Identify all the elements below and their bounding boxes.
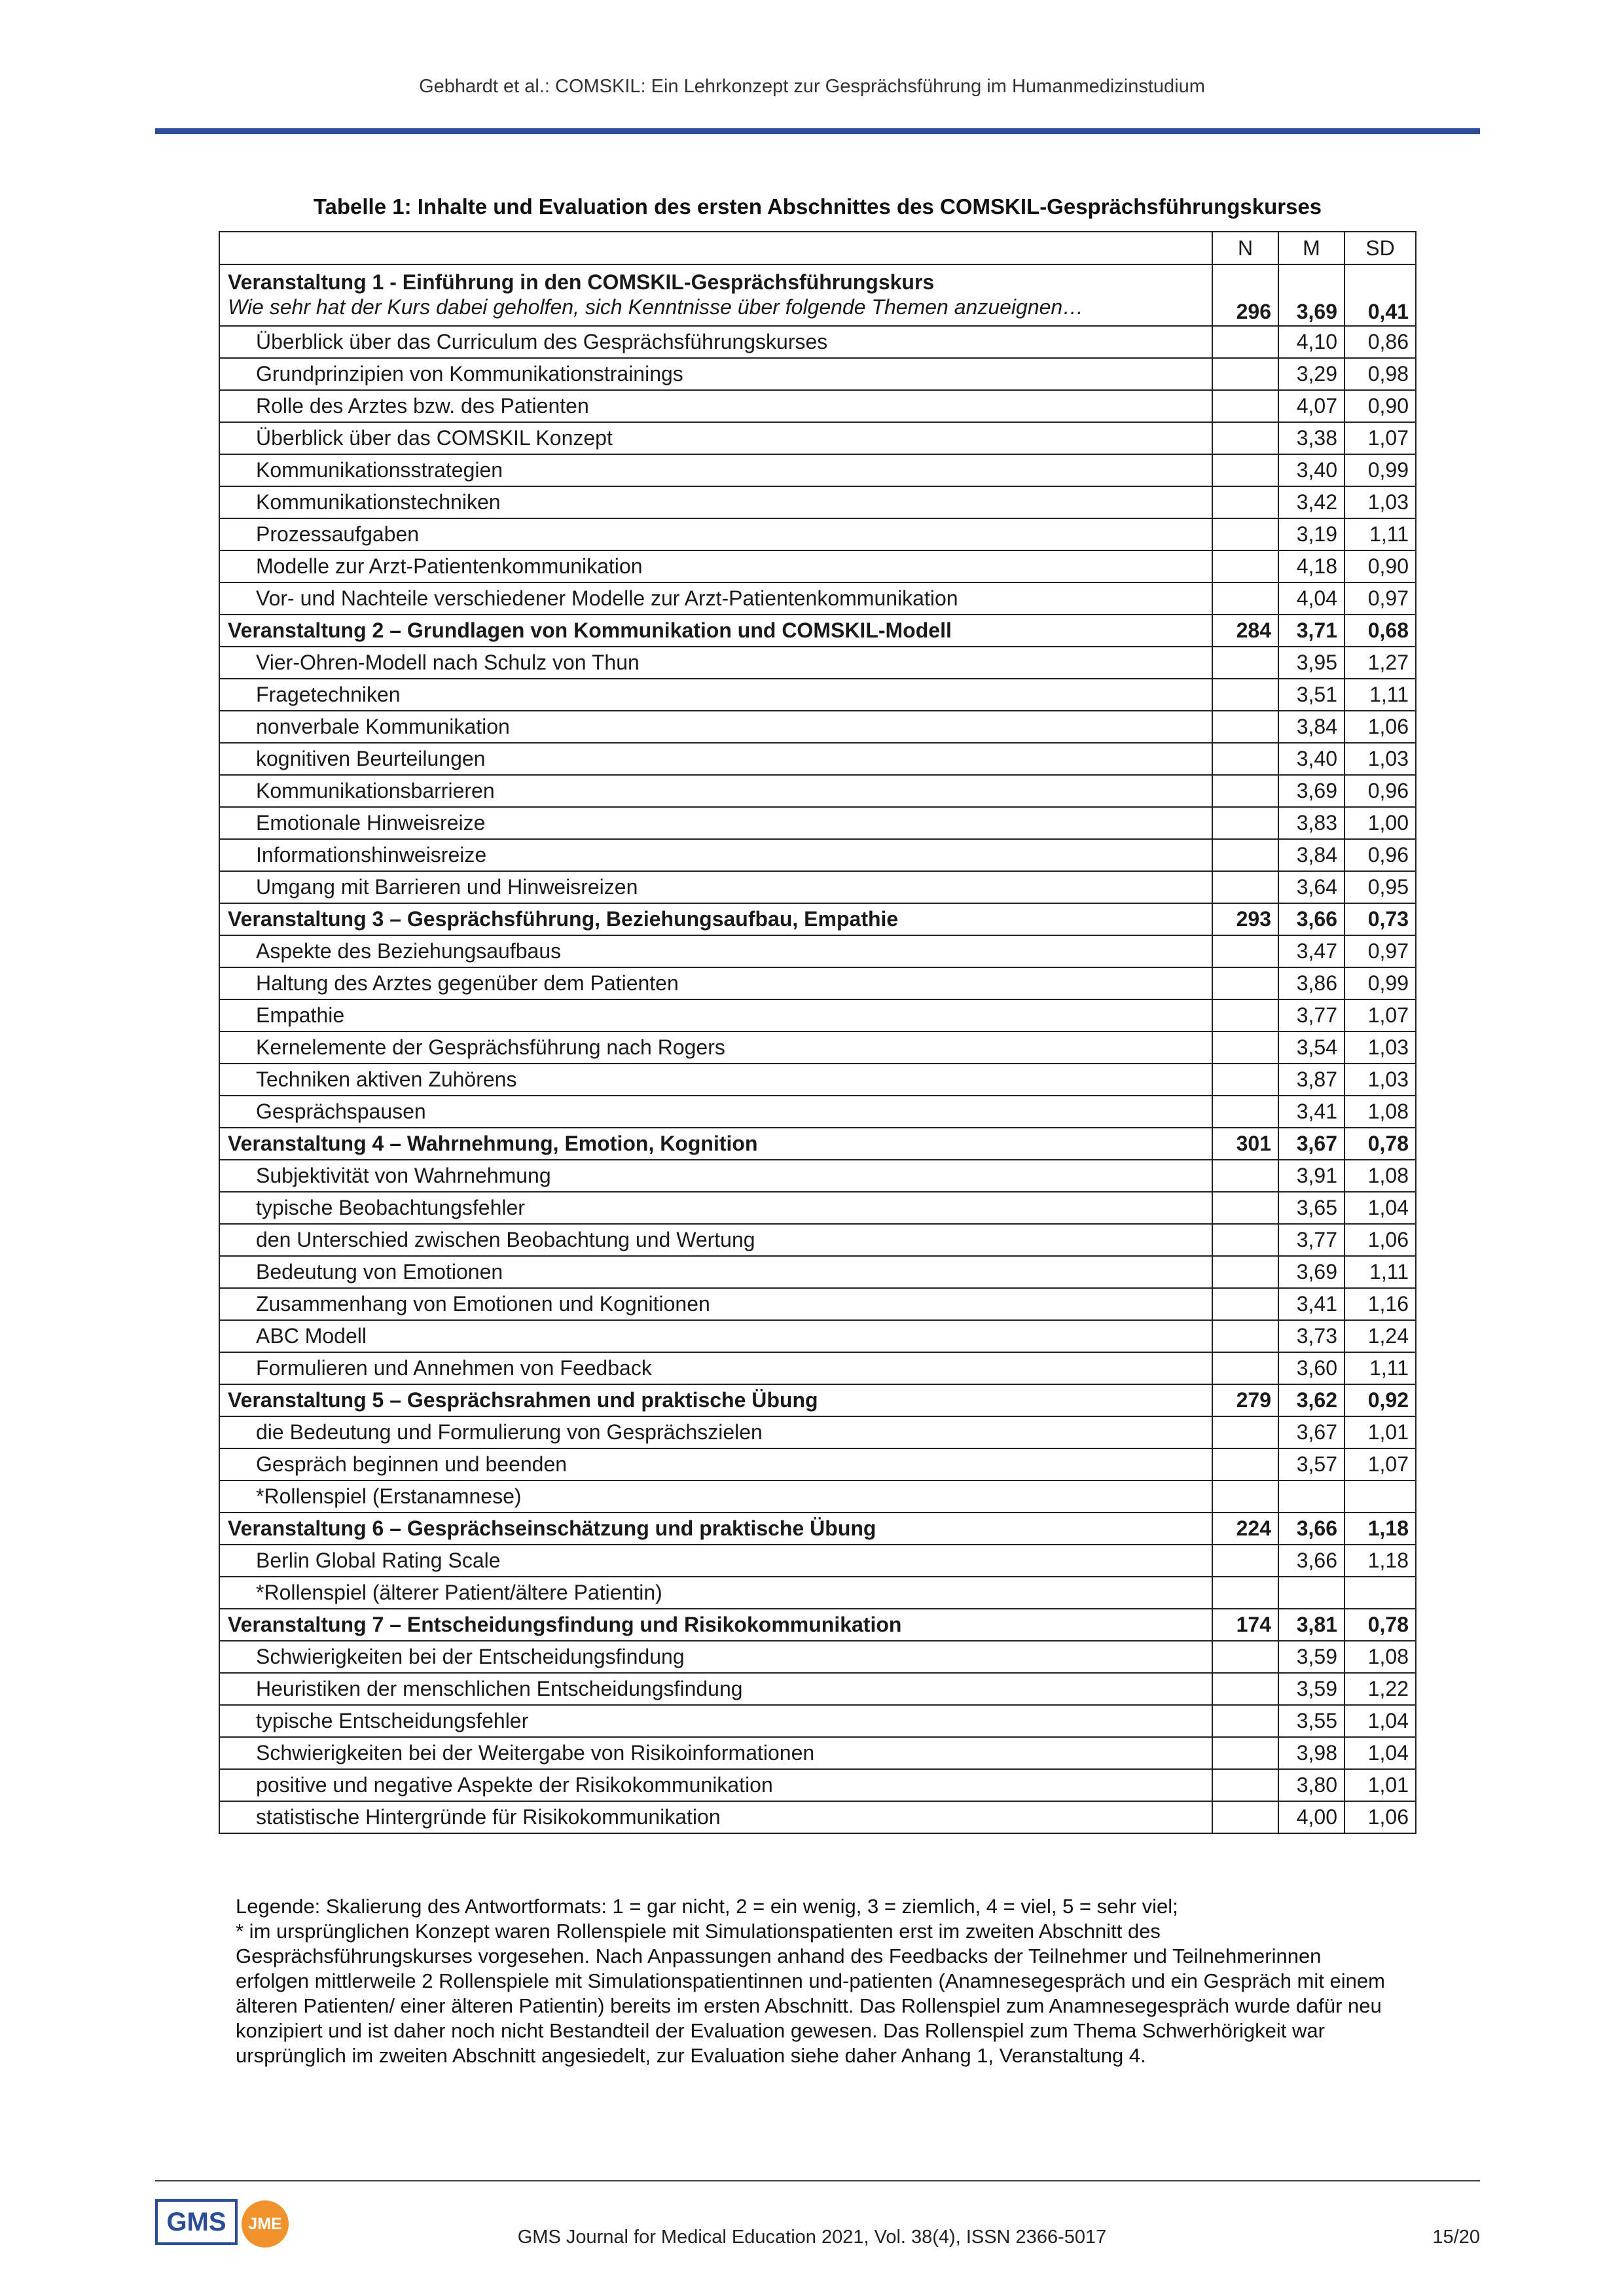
item-n <box>1212 1031 1278 1064</box>
column-header-sd: SD <box>1344 232 1416 264</box>
item-row <box>219 1577 1416 1609</box>
item-label: Empathie <box>219 999 1212 1031</box>
item-mean: 3,80 <box>1278 1769 1344 1801</box>
section-title: Veranstaltung 3 – Gesprächsführung, Beziehungsaufbau, Empathie <box>228 907 899 931</box>
item-mean: 3,66 <box>1278 1545 1344 1577</box>
footer-rule <box>155 2180 1480 2181</box>
item-mean: 3,41 <box>1278 1096 1344 1128</box>
item-n <box>1212 679 1278 711</box>
item-row <box>219 1352 1416 1384</box>
item-n <box>1212 1545 1278 1577</box>
item-label: Kommunikationsbarrieren <box>219 775 1212 807</box>
item-row <box>219 999 1416 1031</box>
item-sd: 1,18 <box>1344 1545 1416 1577</box>
item-n <box>1212 1352 1278 1384</box>
item-n <box>1212 935 1278 967</box>
item-mean: 3,57 <box>1278 1448 1344 1480</box>
item-sd: 0,90 <box>1344 390 1416 422</box>
section-row <box>219 264 1416 326</box>
item-label: kognitiven Beurteilungen <box>219 743 1212 775</box>
item-sd: 1,08 <box>1344 1641 1416 1673</box>
item-sd: 1,06 <box>1344 1224 1416 1256</box>
item-mean: 3,42 <box>1278 486 1344 518</box>
item-row <box>219 1769 1416 1801</box>
item-sd: 1,06 <box>1344 1801 1416 1833</box>
item-sd: 1,11 <box>1344 679 1416 711</box>
item-n <box>1212 326 1278 358</box>
item-label: Subjektivität von Wahrnehmung <box>219 1160 1212 1192</box>
item-n <box>1212 422 1278 454</box>
item-sd: 0,97 <box>1344 935 1416 967</box>
item-sd: 1,01 <box>1344 1416 1416 1448</box>
section-sd: 0,92 <box>1344 1384 1416 1416</box>
item-n <box>1212 1769 1278 1801</box>
item-label: den Unterschied zwischen Beobachtung und Wertung <box>219 1224 1212 1256</box>
section-mean: 3,69 <box>1278 264 1344 326</box>
item-sd: 1,06 <box>1344 711 1416 743</box>
item-label: Berlin Global Rating Scale <box>219 1545 1212 1577</box>
item-label: Kommunikationstechniken <box>219 486 1212 518</box>
section-n: 296 <box>1212 264 1278 326</box>
item-n <box>1212 711 1278 743</box>
section-sd: 0,68 <box>1344 615 1416 647</box>
item-mean: 3,55 <box>1278 1705 1344 1737</box>
item-sd: 1,27 <box>1344 647 1416 679</box>
section-sd: 0,73 <box>1344 903 1416 935</box>
item-label: positive und negative Aspekte der Risikokommunikation <box>219 1769 1212 1801</box>
item-mean: 3,59 <box>1278 1641 1344 1673</box>
section-title-cell <box>219 264 1212 326</box>
item-n <box>1212 647 1278 679</box>
item-mean: 3,38 <box>1278 422 1344 454</box>
item-row <box>219 1160 1416 1192</box>
item-sd: 0,86 <box>1344 326 1416 358</box>
item-n <box>1212 743 1278 775</box>
item-row <box>219 647 1416 679</box>
item-row <box>219 550 1416 583</box>
item-mean: 3,47 <box>1278 935 1344 967</box>
item-row <box>219 1801 1416 1833</box>
section-row <box>219 903 1416 935</box>
section-sd: 0,41 <box>1344 264 1416 326</box>
item-row <box>219 839 1416 871</box>
item-n <box>1212 967 1278 999</box>
item-sd: 1,08 <box>1344 1160 1416 1192</box>
item-mean: 3,91 <box>1278 1160 1344 1192</box>
column-header-n: N <box>1212 232 1278 264</box>
section-sd: 0,78 <box>1344 1609 1416 1641</box>
item-sd: 1,00 <box>1344 807 1416 839</box>
item-n <box>1212 1480 1278 1513</box>
item-row <box>219 743 1416 775</box>
item-sd: 1,08 <box>1344 1096 1416 1128</box>
section-n: 224 <box>1212 1513 1278 1545</box>
table-header-row <box>219 232 1416 264</box>
section-title-cell <box>219 1128 1212 1160</box>
item-n <box>1212 1577 1278 1609</box>
item-label: typische Entscheidungsfehler <box>219 1705 1212 1737</box>
item-mean: 3,98 <box>1278 1737 1344 1769</box>
item-sd: 1,03 <box>1344 743 1416 775</box>
item-sd: 1,11 <box>1344 1256 1416 1288</box>
item-sd: 1,22 <box>1344 1673 1416 1705</box>
item-n <box>1212 1288 1278 1320</box>
item-label: Heuristiken der menschlichen Entscheidungsfindung <box>219 1673 1212 1705</box>
item-n <box>1212 1320 1278 1352</box>
section-title: Veranstaltung 5 – Gesprächsrahmen und praktische Übung <box>228 1388 818 1412</box>
item-n <box>1212 1448 1278 1480</box>
item-sd: 0,95 <box>1344 871 1416 903</box>
item-n <box>1212 486 1278 518</box>
item-label: Vier-Ohren-Modell nach Schulz von Thun <box>219 647 1212 679</box>
item-n <box>1212 1192 1278 1224</box>
item-mean: 4,07 <box>1278 390 1344 422</box>
item-sd: 1,11 <box>1344 518 1416 550</box>
item-mean <box>1278 1480 1344 1513</box>
item-n <box>1212 390 1278 422</box>
item-mean: 3,54 <box>1278 1031 1344 1064</box>
section-title-cell <box>219 903 1212 935</box>
item-mean: 3,84 <box>1278 711 1344 743</box>
item-sd: 0,99 <box>1344 967 1416 999</box>
item-n <box>1212 550 1278 583</box>
item-label: Bedeutung von Emotionen <box>219 1256 1212 1288</box>
section-title: Veranstaltung 6 – Gesprächseinschätzung und praktische Übung <box>228 1516 876 1540</box>
item-mean: 3,67 <box>1278 1416 1344 1448</box>
item-row <box>219 1192 1416 1224</box>
item-mean: 3,69 <box>1278 775 1344 807</box>
section-mean: 3,66 <box>1278 903 1344 935</box>
item-label: Gespräch beginnen und beenden <box>219 1448 1212 1480</box>
item-mean: 3,87 <box>1278 1064 1344 1096</box>
item-mean: 4,00 <box>1278 1801 1344 1833</box>
item-sd: 1,03 <box>1344 1031 1416 1064</box>
item-row <box>219 1031 1416 1064</box>
item-mean: 3,29 <box>1278 358 1344 390</box>
item-mean: 3,59 <box>1278 1673 1344 1705</box>
legend-note: * im ursprünglichen Konzept waren Rollenspiele mit Simulationspatienten erst im zweiten Abschnitt des Gesprächsführungskurses vorgesehen. Nach Anpassungen anhand des Feedbacks der Teilnehmer und Teilnehmerinnen erfolgen mittlerweile 2 Rollenspiele mit Simulationspatientinnen und-patienten (Anamnesegespräch und ein Gespräch mit einem älteren Patienten/ einer älteren Patientin) bereits im ersten Abschnitt. Das Rollenspiel zum Anamnesegespräch wurde dafür neu konzipiert und ist daher noch nicht Bestandteil der Evaluation gewesen. Das Rollenspiel zum Thema Schwerhörigkeit war ursprünglich im zweiten Abschnitt angesiedelt, zur Evaluation siehe daher Anhang 1, Veranstaltung 4. <box>236 1920 1385 2067</box>
jme-badge: JME <box>242 2200 289 2248</box>
item-n <box>1212 454 1278 486</box>
table-legend <box>236 1894 1388 2068</box>
item-label: Schwierigkeiten bei der Entscheidungsfindung <box>219 1641 1212 1673</box>
item-label: Gesprächspausen <box>219 1096 1212 1128</box>
table-body <box>219 232 1416 1833</box>
item-row <box>219 1224 1416 1256</box>
item-row <box>219 1448 1416 1480</box>
item-n <box>1212 1673 1278 1705</box>
item-row <box>219 1480 1416 1513</box>
item-label: Formulieren und Annehmen von Feedback <box>219 1352 1212 1384</box>
section-mean: 3,71 <box>1278 615 1344 647</box>
item-label: Informationshinweisreize <box>219 839 1212 871</box>
item-row <box>219 422 1416 454</box>
item-row <box>219 871 1416 903</box>
item-row <box>219 583 1416 615</box>
item-label: Kernelemente der Gesprächsführung nach Rogers <box>219 1031 1212 1064</box>
section-mean: 3,67 <box>1278 1128 1344 1160</box>
item-row <box>219 967 1416 999</box>
item-sd: 1,07 <box>1344 422 1416 454</box>
item-n <box>1212 1064 1278 1096</box>
item-label: Schwierigkeiten bei der Weitergabe von Risikoinformationen <box>219 1737 1212 1769</box>
item-sd: 1,16 <box>1344 1288 1416 1320</box>
item-mean <box>1278 1577 1344 1609</box>
section-title: Veranstaltung 4 – Wahrnehmung, Emotion, Kognition <box>228 1132 758 1155</box>
item-sd: 1,03 <box>1344 1064 1416 1096</box>
item-mean: 4,18 <box>1278 550 1344 583</box>
item-row <box>219 326 1416 358</box>
item-sd: 1,11 <box>1344 1352 1416 1384</box>
item-label: *Rollenspiel (älterer Patient/ältere Patientin) <box>219 1577 1212 1609</box>
item-label: Fragetechniken <box>219 679 1212 711</box>
section-mean: 3,66 <box>1278 1513 1344 1545</box>
item-label: Grundprinzipien von Kommunikationstrainings <box>219 358 1212 390</box>
item-n <box>1212 1224 1278 1256</box>
section-title: Veranstaltung 1 - Einführung in den COMSKIL-Gesprächsführungskurs <box>228 270 935 294</box>
item-row <box>219 1673 1416 1705</box>
item-label: typische Beobachtungsfehler <box>219 1192 1212 1224</box>
item-sd: 0,96 <box>1344 839 1416 871</box>
item-label: Zusammenhang von Emotionen und Kognitionen <box>219 1288 1212 1320</box>
item-sd: 1,04 <box>1344 1705 1416 1737</box>
item-row <box>219 358 1416 390</box>
item-row <box>219 1737 1416 1769</box>
item-mean: 3,83 <box>1278 807 1344 839</box>
section-n: 301 <box>1212 1128 1278 1160</box>
item-n <box>1212 1160 1278 1192</box>
section-row <box>219 1513 1416 1545</box>
item-sd <box>1344 1577 1416 1609</box>
item-label: die Bedeutung und Formulierung von Gesprächszielen <box>219 1416 1212 1448</box>
item-row <box>219 486 1416 518</box>
item-row <box>219 1320 1416 1352</box>
item-label: Emotionale Hinweisreize <box>219 807 1212 839</box>
item-n <box>1212 1737 1278 1769</box>
item-mean: 4,04 <box>1278 583 1344 615</box>
item-label: *Rollenspiel (Erstanamnese) <box>219 1480 1212 1513</box>
item-mean: 3,86 <box>1278 967 1344 999</box>
page-number: 15/20 <box>1432 2227 1480 2248</box>
header-empty-cell <box>219 232 1212 264</box>
item-n <box>1212 775 1278 807</box>
section-n: 174 <box>1212 1609 1278 1641</box>
item-label: Techniken aktiven Zuhörens <box>219 1064 1212 1096</box>
item-sd: 0,90 <box>1344 550 1416 583</box>
item-row <box>219 454 1416 486</box>
item-row <box>219 1416 1416 1448</box>
item-n <box>1212 1416 1278 1448</box>
section-title-cell <box>219 615 1212 647</box>
section-title-cell <box>219 1384 1212 1416</box>
section-n: 279 <box>1212 1384 1278 1416</box>
item-n <box>1212 1096 1278 1128</box>
item-mean: 3,95 <box>1278 647 1344 679</box>
item-row <box>219 390 1416 422</box>
column-header-m: M <box>1278 232 1344 264</box>
item-sd: 1,03 <box>1344 486 1416 518</box>
journal-citation: GMS Journal for Medical Education 2021, Vol. 38(4), ISSN 2366-5017 <box>517 2227 1107 2248</box>
section-title: Veranstaltung 2 – Grundlagen von Kommunikation und COMSKIL-Modell <box>228 619 952 642</box>
item-mean: 3,40 <box>1278 454 1344 486</box>
section-n: 284 <box>1212 615 1278 647</box>
item-n <box>1212 518 1278 550</box>
section-title-cell <box>219 1513 1212 1545</box>
item-sd: 1,01 <box>1344 1769 1416 1801</box>
item-mean: 3,77 <box>1278 999 1344 1031</box>
item-mean: 3,51 <box>1278 679 1344 711</box>
item-mean: 4,10 <box>1278 326 1344 358</box>
item-row <box>219 1705 1416 1737</box>
item-label: statistische Hintergründe für Risikokommunikation <box>219 1801 1212 1833</box>
section-sd: 1,18 <box>1344 1513 1416 1545</box>
item-mean: 3,60 <box>1278 1352 1344 1384</box>
item-mean: 3,65 <box>1278 1192 1344 1224</box>
item-n <box>1212 1641 1278 1673</box>
section-row <box>219 1128 1416 1160</box>
item-row <box>219 518 1416 550</box>
evaluation-table <box>219 231 1416 1834</box>
item-label: Haltung des Arztes gegenüber dem Patienten <box>219 967 1212 999</box>
section-title: Veranstaltung 7 – Entscheidungsfindung und Risikokommunikation <box>228 1613 902 1636</box>
item-mean: 3,73 <box>1278 1320 1344 1352</box>
section-sd: 0,78 <box>1344 1128 1416 1160</box>
item-row <box>219 1096 1416 1128</box>
item-row <box>219 1064 1416 1096</box>
item-mean: 3,77 <box>1278 1224 1344 1256</box>
item-n <box>1212 1801 1278 1833</box>
item-n <box>1212 999 1278 1031</box>
item-n <box>1212 1705 1278 1737</box>
gms-logo-text: GMS <box>155 2199 238 2245</box>
item-row <box>219 1545 1416 1577</box>
section-n: 293 <box>1212 903 1278 935</box>
item-mean: 3,40 <box>1278 743 1344 775</box>
item-sd: 0,99 <box>1344 454 1416 486</box>
item-sd: 1,07 <box>1344 1448 1416 1480</box>
item-label: nonverbale Kommunikation <box>219 711 1212 743</box>
item-sd: 1,24 <box>1344 1320 1416 1352</box>
item-label: Aspekte des Beziehungsaufbaus <box>219 935 1212 967</box>
item-label: ABC Modell <box>219 1320 1212 1352</box>
item-n <box>1212 583 1278 615</box>
item-label: Kommunikationsstrategien <box>219 454 1212 486</box>
item-mean: 3,19 <box>1278 518 1344 550</box>
item-sd: 1,07 <box>1344 999 1416 1031</box>
section-mean: 3,81 <box>1278 1609 1344 1641</box>
item-row <box>219 807 1416 839</box>
table-caption: Tabelle 1: Inhalte und Evaluation des ersten Abschnittes des COMSKIL-Gesprächsführungskurses <box>313 194 1322 219</box>
section-row <box>219 1609 1416 1641</box>
item-row <box>219 1256 1416 1288</box>
item-row <box>219 679 1416 711</box>
item-n <box>1212 1256 1278 1288</box>
item-mean: 3,69 <box>1278 1256 1344 1288</box>
section-subtitle: Wie sehr hat der Kurs dabei geholfen, sich Kenntnisse über folgende Themen anzueignen… <box>228 295 1084 319</box>
item-n <box>1212 871 1278 903</box>
item-label: Überblick über das COMSKIL Konzept <box>219 422 1212 454</box>
item-label: Überblick über das Curriculum des Gesprächsführungskurses <box>219 326 1212 358</box>
legend-scale: Legende: Skalierung des Antwortformats: 1 = gar nicht, 2 = ein wenig, 3 = ziemlich, 4 = viel, 5 = sehr viel; <box>236 1895 1178 1918</box>
item-mean: 3,64 <box>1278 871 1344 903</box>
item-label: Modelle zur Arzt-Patientenkommunikation <box>219 550 1212 583</box>
item-n <box>1212 839 1278 871</box>
header-rule <box>155 128 1480 134</box>
running-title: Gebhardt et al.: COMSKIL: Ein Lehrkonzept zur Gesprächsführung im Humanmedizinstudium <box>419 76 1205 97</box>
item-n <box>1212 358 1278 390</box>
item-row <box>219 935 1416 967</box>
item-sd: 0,97 <box>1344 583 1416 615</box>
item-label: Umgang mit Barrieren und Hinweisreizen <box>219 871 1212 903</box>
item-sd: 0,98 <box>1344 358 1416 390</box>
section-row <box>219 1384 1416 1416</box>
item-row <box>219 711 1416 743</box>
section-title-cell <box>219 1609 1212 1641</box>
item-sd: 1,04 <box>1344 1192 1416 1224</box>
item-mean: 3,41 <box>1278 1288 1344 1320</box>
section-row <box>219 615 1416 647</box>
section-mean: 3,62 <box>1278 1384 1344 1416</box>
item-row <box>219 1288 1416 1320</box>
item-sd <box>1344 1480 1416 1513</box>
item-mean: 3,84 <box>1278 839 1344 871</box>
item-label: Prozessaufgaben <box>219 518 1212 550</box>
item-sd: 0,96 <box>1344 775 1416 807</box>
item-n <box>1212 807 1278 839</box>
item-row <box>219 775 1416 807</box>
item-label: Vor- und Nachteile verschiedener Modelle zur Arzt-Patientenkommunikation <box>219 583 1212 615</box>
item-row <box>219 1641 1416 1673</box>
item-sd: 1,04 <box>1344 1737 1416 1769</box>
item-label: Rolle des Arztes bzw. des Patienten <box>219 390 1212 422</box>
